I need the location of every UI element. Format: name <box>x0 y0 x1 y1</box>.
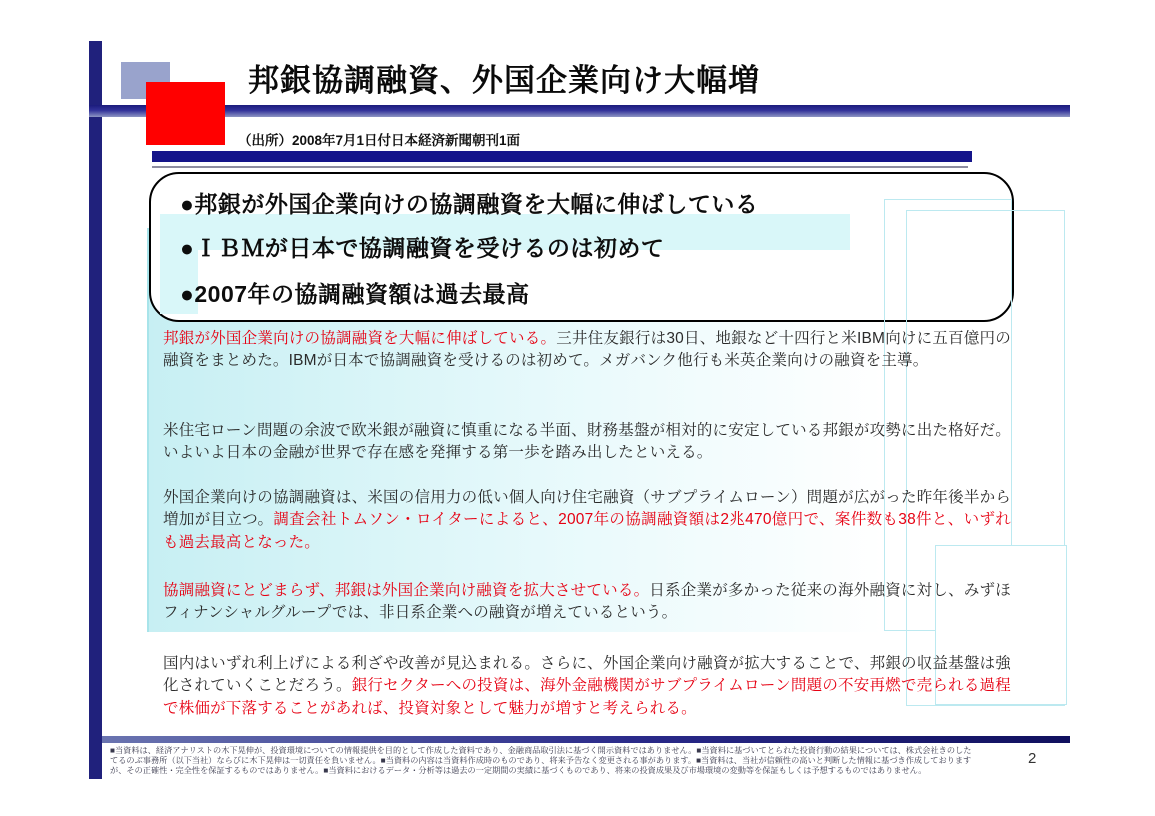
bottom-rule-bar <box>102 736 1070 743</box>
body-paragraph-1 <box>163 328 1011 373</box>
body-paragraph-2 <box>163 420 1011 465</box>
source-underline-thinline <box>152 166 968 168</box>
red-text-segment: 協調融資にとどまらず、邦銀は外国企業向け融資を拡大させている。 <box>163 582 650 599</box>
black-text-segment: 三井住友銀行は30日、地銀など十四行と米IBM向けに五百億円の融資をまとめた。IBMが日本で協調融資を受けるのは初めて。メガバンク他行も米英企業向けの融資を主導。 <box>163 330 1011 370</box>
body-paragraph-4 <box>163 580 1011 625</box>
black-text-segment: 米住宅ローン問題の余波で欧米銀が融資に慎重になる半面、財務基盤が相対的に安定している邦銀が攻勢に出た格好だ。いよいよ日本の金融が世界で存在感を発揮する第一歩を踏み出したといえる。 <box>163 422 1011 462</box>
title-underline-bar <box>89 105 1070 117</box>
key-point-1: ●邦銀が外国企業向けの協調融資を大幅に伸ばしている <box>180 191 759 217</box>
black-text-segment: 日系企業が多かった従来の海外融資に対し、みずほフィナンシャルグループでは、非日系企業への融資が増えているという。 <box>163 582 1011 622</box>
left-accent-bar <box>89 41 102 779</box>
source-underline-bar <box>152 151 972 162</box>
body-paragraph-3 <box>163 487 1011 554</box>
red-square <box>146 82 225 145</box>
key-point-2: ●ＩＢＭが日本で協調融資を受けるのは初めて <box>180 235 665 261</box>
page-title: 邦銀協調融資、外国企業向け大幅増 <box>248 63 760 98</box>
disclaimer-line-3: が、その正確性・完全性を保証するものではありません。■当資料におけるデータ・分析等は過去の一定期間の実績に基づくものであり、将来の投資成果及び市場環境の変動等を保証もしくは予想するものではありません。 <box>110 766 927 775</box>
red-text-segment: 銀行セクターへの投資は、海外金融機関がサブプライムローン問題の不安再燃で売られる過程で株価が下落することがあれば、投資対象として魅力が増すと考えられる。 <box>163 677 1011 717</box>
page-number: 2 <box>1028 750 1037 767</box>
source-caption: （出所）2008年7月1日付日本経済新聞朝刊1面 <box>238 133 521 148</box>
disclaimer-line-1: ■当資料は、経済アナリストの木下晃伸が、投資環境についての情報提供を目的として作成した資料であり、金融商品取引法に基づく開示資料ではありません。■当資料に基づいてとられた投資行動の結果については、株式会社きのした <box>110 746 972 755</box>
key-point-3: ●2007年の協調融資額は過去最高 <box>180 281 530 307</box>
black-text-segment: 国内はいずれ利上げによる利ざや改善が見込まれる。さらに、外国企業向け融資が拡大することで、邦銀の収益基盤は強化されていくことだろう。 <box>163 655 1011 695</box>
disclaimer-line-2: てるのぶ事務所（以下当社）ならびに木下晃伸は一切責任を負いません。■当資料の内容は当資料作成時のものであり、将来予告なく変更される事があります。■当資料は、当社が信頼性の高いと判断した情報に基づき作成しております <box>110 756 972 765</box>
body-paragraph-5 <box>163 653 1011 720</box>
red-text-segment: 邦銀が外国企業向けの協調融資を大幅に伸ばしている。 <box>163 330 557 347</box>
black-text-segment: 外国企業向けの協調融資は、米国の信用力の低い個人向け住宅融資（サブプライムローン）問題が広がった昨年後半から増加が目立つ。 <box>163 489 1011 529</box>
red-text-segment: 調査会社トムソン・ロイターによると、2007年の協調融資額は2兆470億円で、案件数も38件と、いずれも過去最高となった。 <box>163 511 1011 551</box>
